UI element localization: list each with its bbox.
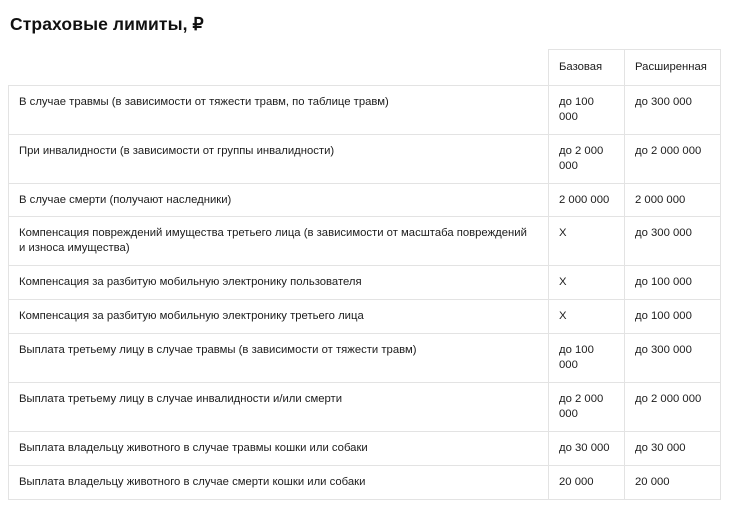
cell-basic: X (549, 300, 625, 334)
cell-description: Выплата третьему лицу в случае инвалидности и/или смерти (9, 382, 549, 431)
cell-extended: до 100 000 (625, 266, 721, 300)
column-header-description (9, 50, 549, 86)
cell-description: В случае травмы (в зависимости от тяжести травм, по таблице травм) (9, 85, 549, 134)
table-row (9, 300, 721, 334)
cell-extended: 20 000 (625, 465, 721, 499)
cell-description: В случае смерти (получают наследники) (9, 183, 549, 217)
cell-description: Компенсация за разбитую мобильную электронику пользователя (9, 266, 549, 300)
cell-description: Выплата владельцу животного в случае травмы кошки или собаки (9, 431, 549, 465)
table-body (9, 85, 721, 499)
cell-basic: до 100 000 (549, 85, 625, 134)
cell-basic: до 2 000 000 (549, 134, 625, 183)
cell-extended: до 300 000 (625, 334, 721, 383)
table-row (9, 85, 721, 134)
cell-description: Компенсация за разбитую мобильную электронику третьего лица (9, 300, 549, 334)
cell-extended: до 300 000 (625, 85, 721, 134)
cell-extended: до 100 000 (625, 300, 721, 334)
cell-extended: до 300 000 (625, 217, 721, 266)
cell-basic: 20 000 (549, 465, 625, 499)
table-row (9, 431, 721, 465)
table-row (9, 382, 721, 431)
column-header-extended: Расширенная (625, 50, 721, 86)
cell-description: При инвалидности (в зависимости от группы инвалидности) (9, 134, 549, 183)
cell-extended: до 2 000 000 (625, 382, 721, 431)
table-header (9, 50, 721, 86)
cell-basic: до 100 000 (549, 334, 625, 383)
cell-basic: 2 000 000 (549, 183, 625, 217)
cell-extended: до 2 000 000 (625, 134, 721, 183)
insurance-limits-table (8, 49, 721, 500)
table-row (9, 183, 721, 217)
cell-description: Выплата владельцу животного в случае смерти кошки или собаки (9, 465, 549, 499)
table-row (9, 217, 721, 266)
cell-extended: 2 000 000 (625, 183, 721, 217)
table-header-row (9, 50, 721, 86)
page-title: Страховые лимиты, ₽ (10, 14, 204, 34)
cell-description: Выплата третьему лицу в случае травмы (в зависимости от тяжести травм) (9, 334, 549, 383)
table-row (9, 266, 721, 300)
cell-basic: X (549, 217, 625, 266)
cell-description: Компенсация повреждений имущества третьего лица (в зависимости от масштаба повреждений и износа имущества) (9, 217, 549, 266)
column-header-basic: Базовая (549, 50, 625, 86)
table-row (9, 134, 721, 183)
cell-basic: до 2 000 000 (549, 382, 625, 431)
table-row (9, 334, 721, 383)
cell-basic: X (549, 266, 625, 300)
cell-basic: до 30 000 (549, 431, 625, 465)
cell-extended: до 30 000 (625, 431, 721, 465)
table-row (9, 465, 721, 499)
